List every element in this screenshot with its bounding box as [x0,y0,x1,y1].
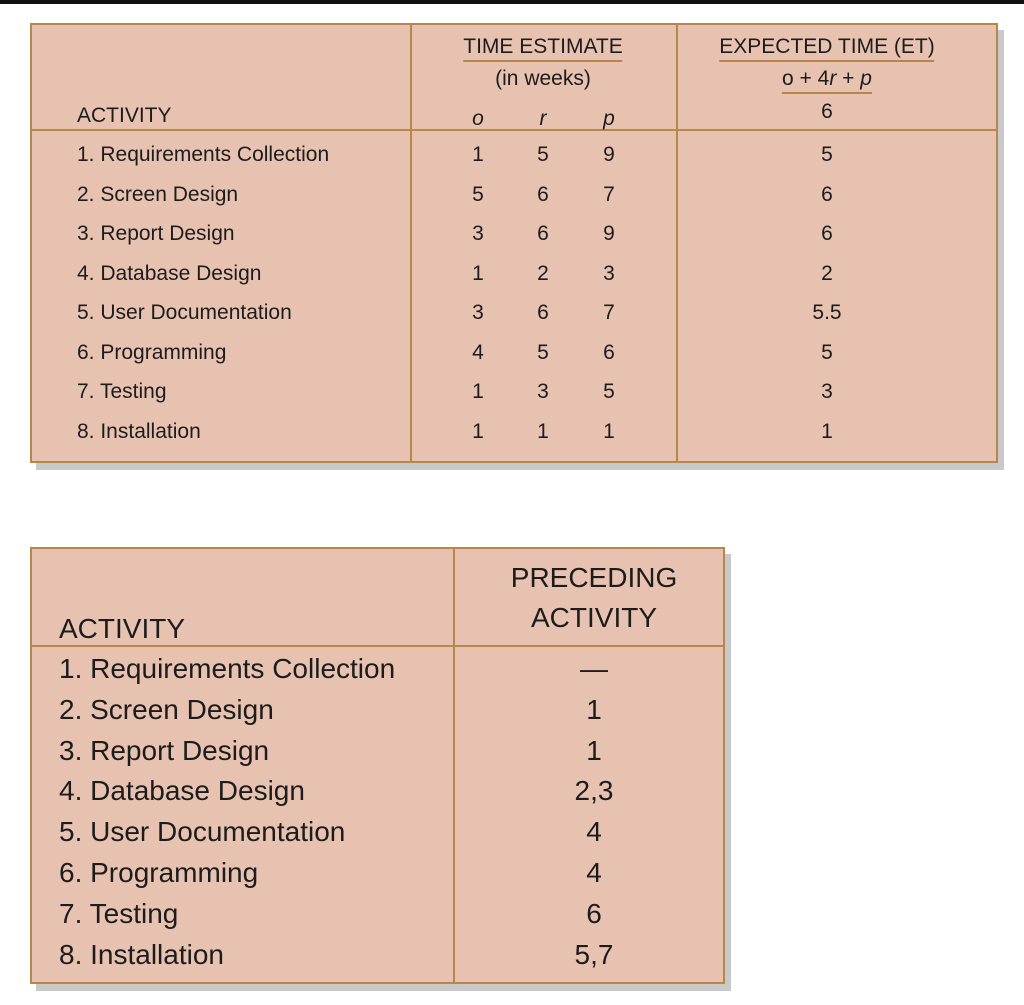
pessimistic-value: 5 [603,380,615,403]
optimistic-value: 1 [472,419,484,443]
expected-time-value: 2 [821,261,833,285]
preceding-header-line2: ACTIVITY [530,602,658,633]
realistic-value: 3 [537,380,549,403]
activity-name: 6. Programming [59,857,259,888]
pessimistic-value: 6 [603,340,615,364]
et-formula-denominator: 6 [821,100,833,123]
col-header-o: o [472,107,484,130]
column-divider [410,25,412,461]
activity-name: 1. Requirements Collection [77,143,330,166]
preceding-activity-value: 6 [586,897,602,929]
col-header-r: r [539,107,547,130]
optimistic-value: 1 [472,143,484,166]
preceding-activity-value: 1 [586,693,602,725]
activity-name: 3. Report Design [77,222,235,245]
activity-name: 6. Programming [77,340,227,364]
activity-name: 7. Testing [59,897,179,929]
activity-name: 4. Database Design [59,775,305,807]
optimistic-value: 1 [472,261,484,285]
column-divider [676,25,678,461]
header-divider [32,129,996,131]
expected-time-value: 5 [821,143,833,166]
preceding-activity-table [30,547,725,984]
pessimistic-value: 3 [603,261,615,285]
pessimistic-value: 7 [603,301,615,324]
expected-time-value: 6 [821,182,833,206]
time-estimate-header: TIME ESTIMATE [463,36,622,62]
optimistic-value: 5 [472,182,484,206]
expected-time-header: EXPECTED TIME (ET) [719,36,934,62]
time-estimate-units: (in weeks) [495,67,591,90]
realistic-value: 6 [537,222,549,245]
top-border [0,0,1024,4]
preceding-activity-value: 4 [586,816,602,848]
expected-time-value: 5 [821,340,833,364]
preceding-activity-value: 5,7 [574,938,614,970]
expected-time-value: 3 [821,380,833,403]
activity-header: ACTIVITY [59,613,186,644]
preceding-activity-value: 4 [586,857,602,888]
pessimistic-value: 7 [603,182,615,206]
activity-name: 7. Testing [77,380,167,403]
activity-header: ACTIVITY [77,104,172,127]
realistic-value: 2 [537,261,549,285]
optimistic-value: 3 [472,301,484,324]
time-estimate-table [30,23,998,463]
activity-name: 8. Installation [59,938,224,970]
preceding-activity-value: — [580,653,608,684]
preceding-header-line1: PRECEDING [510,562,678,593]
header-divider [32,645,723,647]
activity-name: 4. Database Design [77,261,262,285]
expected-time-value: 1 [821,419,833,443]
realistic-value: 6 [537,182,549,206]
activity-name: 2. Screen Design [77,182,239,206]
pessimistic-value: 9 [603,143,615,166]
pessimistic-value: 9 [603,222,615,245]
et-formula-numerator: o + 4r + p [782,68,872,94]
optimistic-value: 3 [472,222,484,245]
realistic-value: 6 [537,301,549,324]
expected-time-value: 5.5 [812,301,842,324]
preceding-activity-value: 1 [586,734,602,766]
pessimistic-value: 1 [603,419,615,443]
optimistic-value: 4 [472,340,484,364]
column-divider [453,549,455,982]
col-header-p: p [603,107,615,130]
realistic-value: 5 [537,340,549,364]
activity-name: 8. Installation [77,419,201,443]
activity-name: 5. User Documentation [59,816,346,848]
expected-time-value: 6 [821,222,833,245]
activity-name: 5. User Documentation [77,301,292,324]
preceding-activity-value: 2,3 [574,775,614,807]
activity-name: 2. Screen Design [59,693,274,725]
realistic-value: 1 [537,419,549,443]
activity-name: 3. Report Design [59,734,270,766]
realistic-value: 5 [537,143,549,166]
optimistic-value: 1 [472,380,484,403]
activity-name: 1. Requirements Collection [59,653,396,684]
